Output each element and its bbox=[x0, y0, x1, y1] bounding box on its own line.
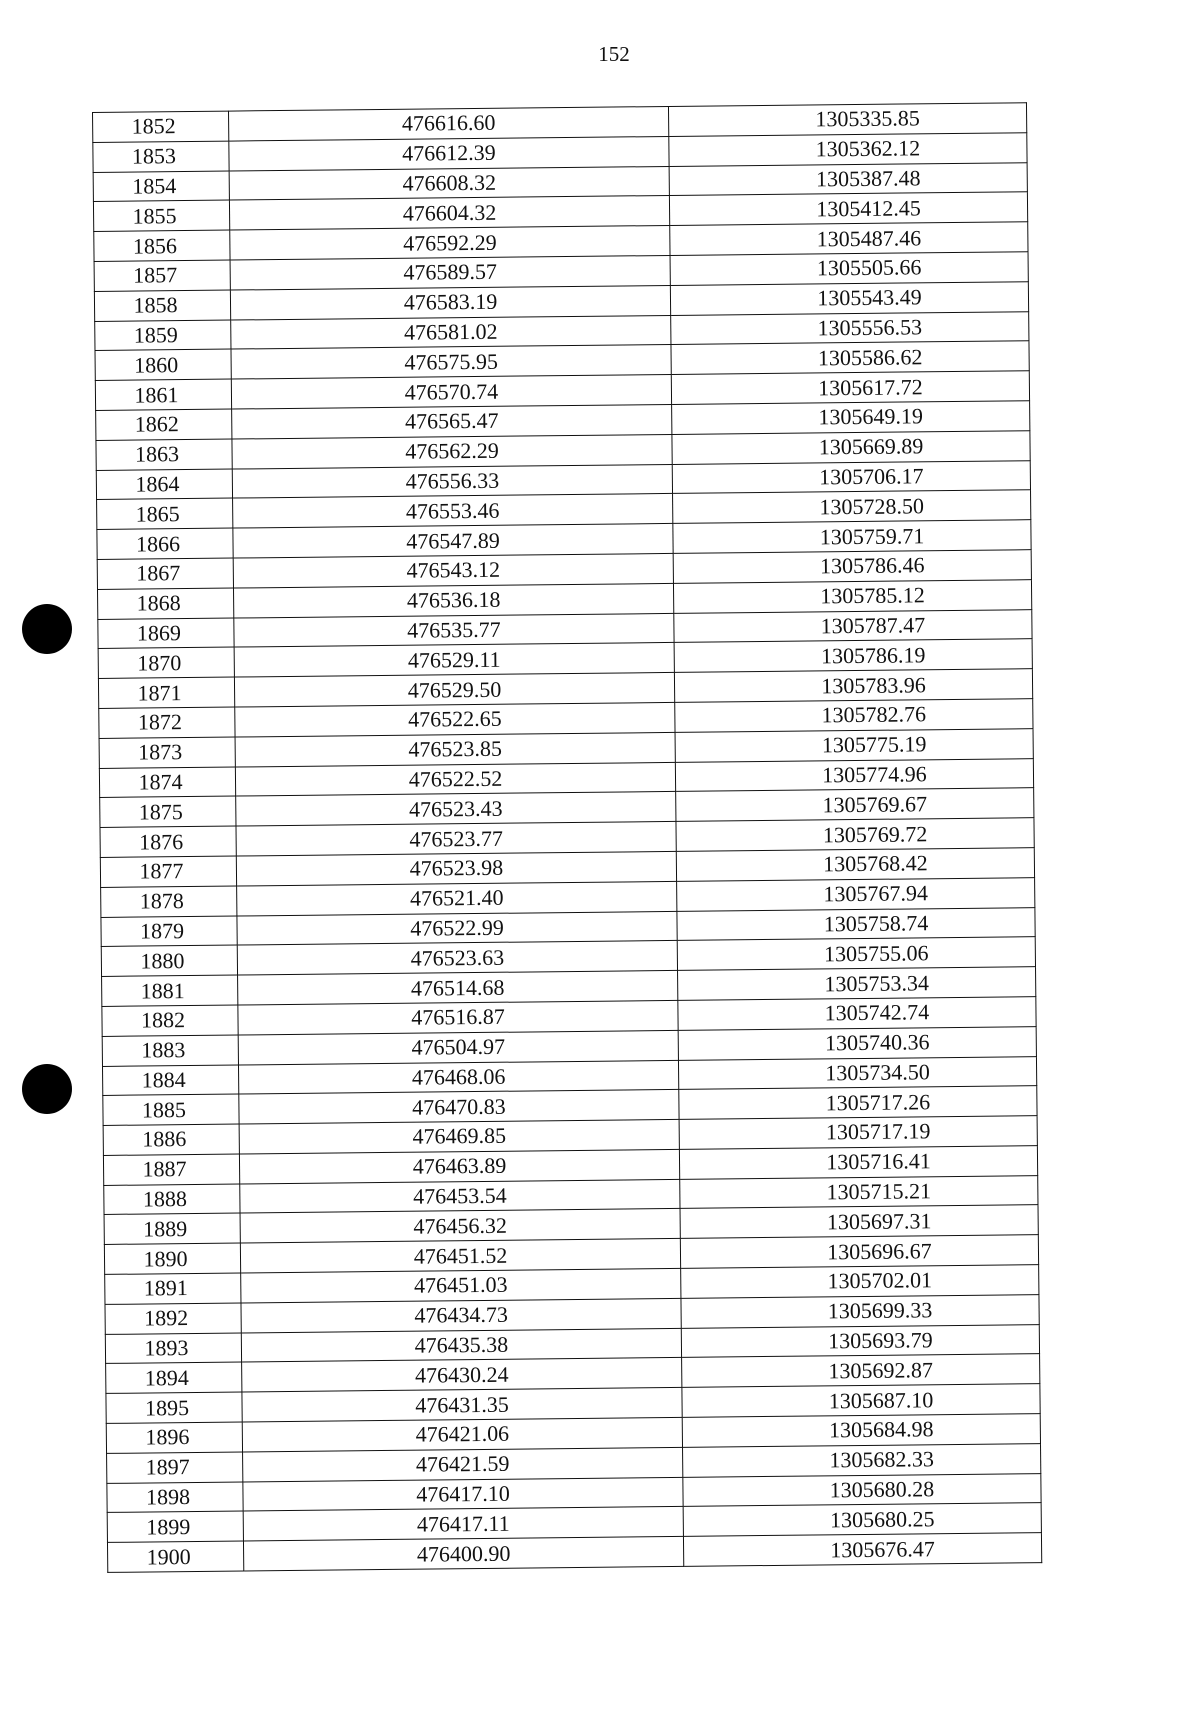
y-coordinate-cell: 1305697.31 bbox=[680, 1205, 1038, 1239]
y-coordinate-cell: 1305774.96 bbox=[675, 758, 1033, 792]
y-coordinate-cell: 1305717.26 bbox=[679, 1086, 1037, 1120]
y-coordinate-cell: 1305696.67 bbox=[680, 1235, 1038, 1269]
punch-hole-mark bbox=[22, 604, 72, 654]
point-number-cell: 1886 bbox=[103, 1124, 239, 1155]
x-coordinate-cell: 476523.77 bbox=[236, 822, 676, 856]
y-coordinate-cell: 1305505.66 bbox=[670, 252, 1028, 286]
y-coordinate-cell: 1305676.47 bbox=[683, 1533, 1041, 1567]
y-coordinate-cell: 1305717.19 bbox=[679, 1116, 1037, 1150]
y-coordinate-cell: 1305682.33 bbox=[683, 1444, 1041, 1478]
point-number-cell: 1898 bbox=[107, 1482, 243, 1513]
point-number-cell: 1877 bbox=[100, 856, 236, 887]
x-coordinate-cell: 476456.32 bbox=[240, 1209, 680, 1243]
x-coordinate-cell: 476581.02 bbox=[231, 315, 671, 349]
x-coordinate-cell: 476575.95 bbox=[231, 345, 671, 379]
x-coordinate-cell: 476535.77 bbox=[234, 613, 674, 647]
y-coordinate-cell: 1305556.53 bbox=[671, 311, 1029, 345]
point-number-cell: 1896 bbox=[106, 1422, 242, 1453]
y-coordinate-cell: 1305362.12 bbox=[669, 133, 1027, 167]
point-number-cell: 1873 bbox=[99, 737, 235, 768]
point-number-cell: 1866 bbox=[97, 528, 233, 559]
y-coordinate-cell: 1305687.10 bbox=[682, 1384, 1040, 1418]
x-coordinate-cell: 476522.99 bbox=[237, 911, 677, 945]
coordinate-table-container bbox=[92, 102, 1041, 1573]
y-coordinate-cell: 1305699.33 bbox=[681, 1295, 1039, 1329]
coordinate-table bbox=[92, 102, 1042, 1573]
point-number-cell: 1852 bbox=[93, 111, 229, 142]
point-number-cell: 1867 bbox=[97, 558, 233, 589]
x-coordinate-cell: 476430.24 bbox=[242, 1358, 682, 1392]
point-number-cell: 1885 bbox=[103, 1094, 239, 1125]
point-number-cell: 1895 bbox=[106, 1392, 242, 1423]
point-number-cell: 1900 bbox=[107, 1541, 243, 1572]
point-number-cell: 1856 bbox=[94, 230, 230, 261]
y-coordinate-cell: 1305586.62 bbox=[671, 341, 1029, 375]
y-coordinate-cell: 1305775.19 bbox=[675, 728, 1033, 762]
y-coordinate-cell: 1305785.12 bbox=[673, 579, 1031, 613]
y-coordinate-cell: 1305769.72 bbox=[676, 818, 1034, 852]
x-coordinate-cell: 476543.12 bbox=[233, 553, 673, 587]
y-coordinate-cell: 1305742.74 bbox=[678, 997, 1036, 1031]
y-coordinate-cell: 1305740.36 bbox=[678, 1026, 1036, 1060]
point-number-cell: 1893 bbox=[105, 1333, 241, 1364]
y-coordinate-cell: 1305786.46 bbox=[673, 550, 1031, 584]
x-coordinate-cell: 476453.54 bbox=[240, 1179, 680, 1213]
x-coordinate-cell: 476529.11 bbox=[234, 643, 674, 677]
point-number-cell: 1894 bbox=[106, 1362, 242, 1393]
point-number-cell: 1881 bbox=[102, 975, 238, 1006]
point-number-cell: 1883 bbox=[102, 1035, 238, 1066]
point-number-cell: 1887 bbox=[103, 1154, 239, 1185]
point-number-cell: 1882 bbox=[102, 1005, 238, 1036]
point-number-cell: 1876 bbox=[100, 826, 236, 857]
point-number-cell: 1860 bbox=[95, 349, 231, 380]
x-coordinate-cell: 476421.59 bbox=[243, 1447, 683, 1481]
point-number-cell: 1854 bbox=[93, 171, 229, 202]
point-number-cell: 1870 bbox=[98, 647, 234, 678]
point-number-cell: 1855 bbox=[93, 200, 229, 231]
x-coordinate-cell: 476451.03 bbox=[241, 1268, 681, 1302]
table-body bbox=[93, 103, 1042, 1573]
y-coordinate-cell: 1305734.50 bbox=[678, 1056, 1036, 1090]
point-number-cell: 1853 bbox=[93, 141, 229, 172]
y-coordinate-cell: 1305755.06 bbox=[677, 937, 1035, 971]
y-coordinate-cell: 1305715.21 bbox=[680, 1175, 1038, 1209]
point-number-cell: 1874 bbox=[99, 767, 235, 798]
y-coordinate-cell: 1305706.17 bbox=[672, 460, 1030, 494]
point-number-cell: 1891 bbox=[105, 1273, 241, 1304]
y-coordinate-cell: 1305787.47 bbox=[674, 609, 1032, 643]
x-coordinate-cell: 476523.63 bbox=[237, 941, 677, 975]
y-coordinate-cell: 1305758.74 bbox=[677, 907, 1035, 941]
x-coordinate-cell: 476612.39 bbox=[229, 136, 669, 170]
x-coordinate-cell: 476565.47 bbox=[232, 404, 672, 438]
point-number-cell: 1897 bbox=[107, 1452, 243, 1483]
y-coordinate-cell: 1305767.94 bbox=[677, 877, 1035, 911]
x-coordinate-cell: 476521.40 bbox=[237, 881, 677, 915]
point-number-cell: 1880 bbox=[101, 945, 237, 976]
y-coordinate-cell: 1305782.76 bbox=[675, 699, 1033, 733]
y-coordinate-cell: 1305617.72 bbox=[671, 371, 1029, 405]
y-coordinate-cell: 1305702.01 bbox=[681, 1265, 1039, 1299]
x-coordinate-cell: 476522.65 bbox=[235, 702, 675, 736]
x-coordinate-cell: 476468.06 bbox=[238, 1060, 678, 1094]
page-number: 152 bbox=[598, 42, 630, 66]
point-number-cell: 1862 bbox=[96, 409, 232, 440]
point-number-cell: 1871 bbox=[98, 677, 234, 708]
x-coordinate-cell: 476589.57 bbox=[230, 255, 670, 289]
x-coordinate-cell: 476522.52 bbox=[235, 762, 675, 796]
point-number-cell: 1875 bbox=[100, 796, 236, 827]
point-number-cell: 1889 bbox=[104, 1213, 240, 1244]
x-coordinate-cell: 476529.50 bbox=[234, 673, 674, 707]
punch-hole-mark bbox=[22, 1064, 72, 1114]
y-coordinate-cell: 1305693.79 bbox=[681, 1324, 1039, 1358]
y-coordinate-cell: 1305783.96 bbox=[674, 669, 1032, 703]
x-coordinate-cell: 476514.68 bbox=[238, 971, 678, 1005]
point-number-cell: 1864 bbox=[96, 469, 232, 500]
y-coordinate-cell: 1305753.34 bbox=[678, 967, 1036, 1001]
x-coordinate-cell: 476435.38 bbox=[241, 1328, 681, 1362]
x-coordinate-cell: 476431.35 bbox=[242, 1388, 682, 1422]
x-coordinate-cell: 476469.85 bbox=[239, 1120, 679, 1154]
y-coordinate-cell: 1305412.45 bbox=[669, 192, 1027, 226]
y-coordinate-cell: 1305649.19 bbox=[672, 401, 1030, 435]
point-number-cell: 1865 bbox=[97, 498, 233, 529]
x-coordinate-cell: 476504.97 bbox=[238, 1030, 678, 1064]
x-coordinate-cell: 476583.19 bbox=[230, 285, 670, 319]
point-number-cell: 1878 bbox=[101, 886, 237, 917]
y-coordinate-cell: 1305768.42 bbox=[676, 848, 1034, 882]
point-number-cell: 1892 bbox=[105, 1303, 241, 1334]
x-coordinate-cell: 476523.43 bbox=[236, 792, 676, 826]
x-coordinate-cell: 476523.98 bbox=[236, 851, 676, 885]
y-coordinate-cell: 1305692.87 bbox=[682, 1354, 1040, 1388]
x-coordinate-cell: 476463.89 bbox=[239, 1149, 679, 1183]
y-coordinate-cell: 1305728.50 bbox=[673, 490, 1031, 524]
point-number-cell: 1884 bbox=[102, 1065, 238, 1096]
point-number-cell: 1859 bbox=[95, 320, 231, 351]
point-number-cell: 1890 bbox=[104, 1243, 240, 1274]
point-number-cell: 1872 bbox=[99, 707, 235, 738]
x-coordinate-cell: 476434.73 bbox=[241, 1298, 681, 1332]
y-coordinate-cell: 1305680.28 bbox=[683, 1473, 1041, 1507]
y-coordinate-cell: 1305387.48 bbox=[669, 162, 1027, 196]
x-coordinate-cell: 476400.90 bbox=[243, 1537, 683, 1571]
x-coordinate-cell: 476592.29 bbox=[230, 226, 670, 260]
y-coordinate-cell: 1305716.41 bbox=[679, 1146, 1037, 1180]
y-coordinate-cell: 1305684.98 bbox=[682, 1414, 1040, 1448]
point-number-cell: 1861 bbox=[95, 379, 231, 410]
x-coordinate-cell: 476562.29 bbox=[232, 434, 672, 468]
x-coordinate-cell: 476608.32 bbox=[229, 166, 669, 200]
point-number-cell: 1858 bbox=[94, 290, 230, 321]
x-coordinate-cell: 476421.06 bbox=[242, 1417, 682, 1451]
y-coordinate-cell: 1305335.85 bbox=[668, 103, 1026, 137]
x-coordinate-cell: 476616.60 bbox=[228, 106, 668, 140]
x-coordinate-cell: 476523.85 bbox=[235, 732, 675, 766]
x-coordinate-cell: 476556.33 bbox=[232, 464, 672, 498]
x-coordinate-cell: 476604.32 bbox=[229, 196, 669, 230]
x-coordinate-cell: 476570.74 bbox=[231, 375, 671, 409]
x-coordinate-cell: 476547.89 bbox=[233, 524, 673, 558]
point-number-cell: 1899 bbox=[107, 1511, 243, 1542]
y-coordinate-cell: 1305759.71 bbox=[673, 520, 1031, 554]
x-coordinate-cell: 476470.83 bbox=[239, 1090, 679, 1124]
y-coordinate-cell: 1305543.49 bbox=[670, 281, 1028, 315]
point-number-cell: 1857 bbox=[94, 260, 230, 291]
y-coordinate-cell: 1305680.25 bbox=[683, 1503, 1041, 1537]
y-coordinate-cell: 1305487.46 bbox=[670, 222, 1028, 256]
point-number-cell: 1879 bbox=[101, 916, 237, 947]
point-number-cell: 1869 bbox=[98, 618, 234, 649]
x-coordinate-cell: 476516.87 bbox=[238, 1000, 678, 1034]
x-coordinate-cell: 476451.52 bbox=[240, 1239, 680, 1273]
x-coordinate-cell: 476553.46 bbox=[233, 494, 673, 528]
point-number-cell: 1863 bbox=[96, 439, 232, 470]
point-number-cell: 1868 bbox=[97, 588, 233, 619]
x-coordinate-cell: 476536.18 bbox=[233, 583, 673, 617]
y-coordinate-cell: 1305786.19 bbox=[674, 639, 1032, 673]
x-coordinate-cell: 476417.11 bbox=[243, 1507, 683, 1541]
x-coordinate-cell: 476417.10 bbox=[243, 1477, 683, 1511]
y-coordinate-cell: 1305769.67 bbox=[676, 788, 1034, 822]
y-coordinate-cell: 1305669.89 bbox=[672, 430, 1030, 464]
point-number-cell: 1888 bbox=[104, 1184, 240, 1215]
